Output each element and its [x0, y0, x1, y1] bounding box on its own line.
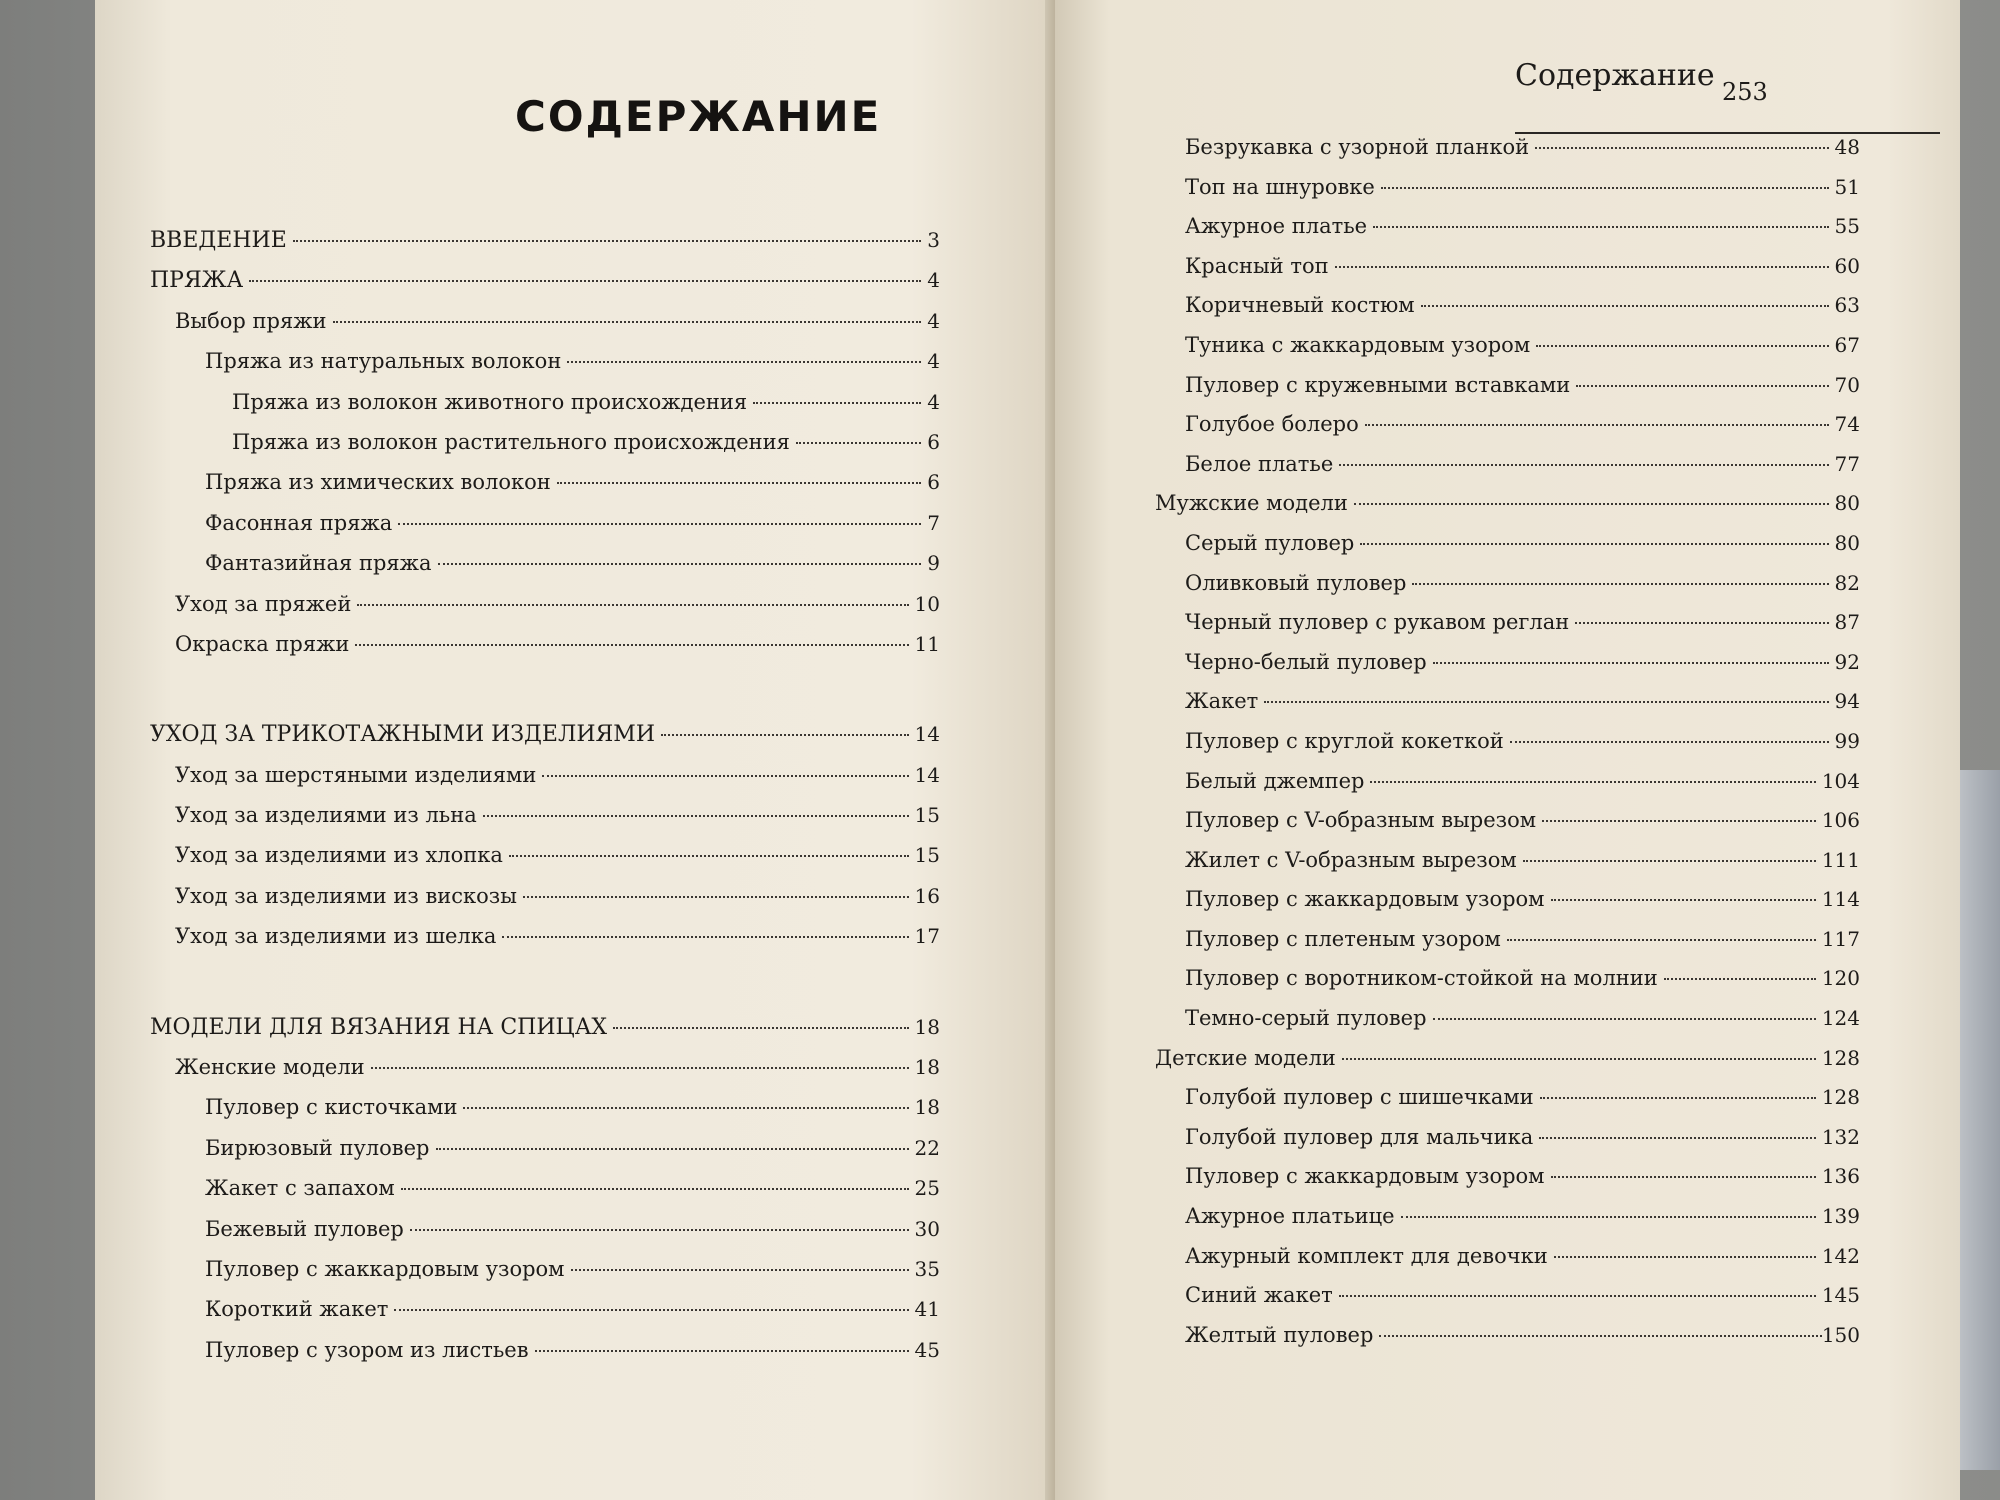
toc-leader — [661, 734, 909, 736]
toc-leader — [509, 855, 909, 857]
toc-entry-page: 136 — [1821, 1164, 1860, 1189]
toc-entry-title: Пряжа из волокон растительного происхождения — [232, 429, 790, 454]
toc-leader — [1381, 187, 1829, 189]
toc-entry-title: Белый джемпер — [1185, 768, 1365, 793]
toc-entry — [1155, 333, 1860, 373]
toc-leader — [1401, 1216, 1816, 1218]
toc-entry-page: 22 — [914, 1135, 940, 1160]
toc-leader — [542, 775, 908, 777]
toc-entry-title: Жилет с V-образным вырезом — [1185, 847, 1517, 872]
page-title: СОДЕРЖАНИЕ — [515, 92, 882, 141]
toc-entry-page: 111 — [1821, 847, 1860, 872]
toc-entry — [1155, 848, 1860, 888]
toc-entry-page: 132 — [1821, 1124, 1860, 1149]
toc-entry-page: 80 — [1834, 491, 1860, 516]
toc-entry — [150, 309, 940, 349]
toc-entry-title: Уход за изделиями из шелка — [175, 924, 497, 949]
toc-entry — [150, 268, 940, 308]
toc-entry-page: 14 — [914, 722, 940, 747]
toc-entry-page: 128 — [1821, 1045, 1860, 1070]
toc-entry-title: Фасонная пряжа — [205, 510, 393, 535]
toc-leader — [436, 1148, 909, 1150]
toc-entry-title: Мужские модели — [1155, 491, 1348, 516]
toc-leader — [401, 1188, 909, 1190]
toc-entry — [1155, 531, 1860, 571]
toc-entry-title: Туника с жаккардовым узором — [1185, 332, 1531, 357]
toc-leader — [1510, 741, 1829, 743]
toc-list-left — [150, 228, 940, 1378]
toc-leader — [1523, 860, 1816, 862]
toc-entry-page: 51 — [1834, 174, 1860, 199]
toc-entry — [150, 1055, 940, 1095]
toc-leader — [567, 361, 921, 363]
toc-entry — [1155, 650, 1860, 690]
toc-entry — [1155, 491, 1860, 531]
toc-entry — [150, 924, 940, 964]
toc-entry-page: 11 — [914, 631, 940, 656]
toc-entry — [1155, 610, 1860, 650]
toc-leader — [753, 402, 921, 404]
toc-entry-title: Бежевый пуловер — [205, 1216, 404, 1241]
toc-leader — [1554, 1256, 1816, 1258]
toc-entry-page: 63 — [1834, 293, 1860, 318]
toc-entry-page: 99 — [1834, 728, 1860, 753]
toc-entry-page: 17 — [914, 924, 940, 949]
toc-leader — [1551, 1176, 1816, 1178]
toc-leader — [371, 1067, 909, 1069]
toc-entry-title: Пуловер с круглой кокеткой — [1185, 728, 1504, 753]
toc-entry-title: Серый пуловер — [1185, 530, 1355, 555]
toc-leader — [355, 644, 908, 646]
toc-entry-title: Жакет с запахом — [205, 1176, 395, 1201]
toc-entry — [1155, 729, 1860, 769]
running-head-title: Содержание — [1515, 58, 1715, 93]
toc-entry — [150, 722, 940, 762]
toc-leader — [1540, 1097, 1816, 1099]
toc-leader — [1576, 385, 1828, 387]
toc-entry-title: Выбор пряжи — [175, 308, 327, 333]
toc-leader — [398, 523, 921, 525]
toc-leader — [1342, 1058, 1816, 1060]
toc-leader — [333, 321, 922, 323]
toc-entry-title: УХОД ЗА ТРИКОТАЖНЫМИ ИЗДЕЛИЯМИ — [150, 722, 656, 748]
toc-entry — [150, 349, 940, 389]
toc-entry — [1155, 1125, 1860, 1165]
toc-entry — [1155, 452, 1860, 492]
toc-entry-title: Пуловер с кисточками — [205, 1095, 458, 1120]
toc-entry-page: 124 — [1821, 1006, 1860, 1031]
toc-entry-title: Голубое болеро — [1185, 412, 1359, 437]
toc-entry — [1155, 887, 1860, 927]
toc-entry-title: ВВЕДЕНИЕ — [150, 228, 287, 253]
toc-leader — [1433, 1018, 1816, 1020]
toc-entry-title: Окраска пряжи — [175, 631, 350, 656]
toc-entry-title: Белое платье — [1185, 451, 1334, 476]
toc-entry-page: 30 — [914, 1216, 940, 1241]
toc-entry-page: 48 — [1834, 135, 1860, 159]
toc-leader — [1542, 820, 1816, 822]
toc-entry — [1155, 966, 1860, 1006]
toc-entry-title: Детские модели — [1155, 1045, 1336, 1070]
toc-entry-page: 35 — [914, 1256, 940, 1281]
toc-entry-title: Уход за изделиями из хлопка — [175, 843, 503, 868]
toc-entry-title: Темно-серый пуловер — [1185, 1006, 1427, 1031]
toc-entry — [150, 390, 940, 430]
toc-entry — [1155, 1244, 1860, 1284]
toc-entry — [150, 1338, 940, 1378]
toc-entry — [1155, 175, 1860, 215]
toc-entry-title: Ажурное платьице — [1185, 1204, 1395, 1229]
toc-entry — [150, 1136, 940, 1176]
toc-entry — [150, 763, 940, 803]
toc-leader — [535, 1350, 909, 1352]
toc-entry-title: Фантазийная пряжа — [205, 551, 432, 576]
toc-entry-page: 104 — [1821, 768, 1860, 793]
toc-entry-title: Пуловер с кружевными вставками — [1185, 372, 1571, 397]
toc-leader — [1354, 503, 1829, 505]
toc-entry-title: Черный пуловер с рукавом реглан — [1185, 610, 1570, 635]
toc-entry-title: Пуловер с жаккардовым узором — [205, 1256, 565, 1281]
toc-entry-title: Красный топ — [1185, 253, 1329, 278]
toc-entry-page: 14 — [914, 762, 940, 787]
toc-entry-page: 60 — [1834, 253, 1860, 278]
toc-entry-page: 4 — [927, 349, 940, 374]
toc-entry-title: Уход за шерстяными изделиями — [175, 762, 537, 787]
toc-entry — [150, 470, 940, 510]
toc-entry-title: Короткий жакет — [205, 1297, 389, 1322]
toc-entry-page: 106 — [1821, 808, 1860, 833]
toc-entry-page: 77 — [1834, 451, 1860, 476]
toc-entry-page: 117 — [1821, 926, 1860, 951]
toc-entry-title: Безрукавка с узорной планкой — [1185, 135, 1530, 159]
toc-entry — [150, 1095, 940, 1135]
toc-entry-page: 92 — [1834, 649, 1860, 674]
toc-entry-title: Пуловер с V-образным вырезом — [1185, 808, 1537, 833]
toc-entry — [1155, 689, 1860, 729]
toc-entry-title: Пуловер с жаккардовым узором — [1185, 1164, 1545, 1189]
toc-entry-title: Черно-белый пуловер — [1185, 649, 1427, 674]
toc-leader — [1539, 1137, 1816, 1139]
toc-entry-page: 18 — [914, 1055, 940, 1080]
toc-entry — [150, 1015, 940, 1055]
toc-leader — [1264, 701, 1828, 703]
toc-entry-title: Пуловер с узором из листьев — [205, 1337, 529, 1362]
toc-entry-page: 6 — [927, 429, 940, 454]
toc-entry-page: 70 — [1834, 372, 1860, 397]
toc-entry-title: Бирюзовый пуловер — [205, 1135, 430, 1160]
toc-leader — [463, 1107, 908, 1109]
toc-entry-title: Пуловер с плетеным узором — [1185, 926, 1501, 951]
toc-entry-page: 7 — [927, 510, 940, 535]
toc-entry — [150, 1217, 940, 1257]
toc-leader — [1412, 583, 1828, 585]
toc-entry — [1155, 927, 1860, 967]
toc-leader — [1536, 345, 1828, 347]
toc-entry — [1155, 769, 1860, 809]
toc-entry — [1155, 571, 1860, 611]
toc-entry-page: 4 — [927, 389, 940, 414]
toc-entry-page: 128 — [1821, 1085, 1860, 1110]
toc-entry-page: 10 — [914, 591, 940, 616]
toc-entry — [1155, 1204, 1860, 1244]
toc-leader — [796, 442, 921, 444]
toc-entry — [150, 843, 940, 883]
toc-entry-title: ПРЯЖА — [150, 268, 244, 294]
toc-entry-title: Уход за пряжей — [175, 591, 352, 616]
toc-leader — [613, 1027, 909, 1029]
toc-leader — [571, 1269, 909, 1271]
toc-entry-title: Синий жакет — [1185, 1283, 1333, 1308]
toc-entry — [150, 511, 940, 551]
toc-leader — [1360, 543, 1828, 545]
page-number: 253 — [1722, 78, 1768, 106]
toc-entry-page: 15 — [914, 843, 940, 868]
toc-entry-page: 6 — [927, 470, 940, 495]
toc-entry — [1155, 808, 1860, 848]
toc-entry-title: Голубой пуловер для мальчика — [1185, 1124, 1534, 1149]
toc-entry-page: 87 — [1834, 610, 1860, 635]
toc-leader — [1575, 622, 1828, 624]
toc-entry-page: 114 — [1821, 887, 1860, 912]
toc-entry — [150, 803, 940, 843]
toc-entry — [150, 228, 940, 268]
toc-entry-title: Пряжа из волокон животного происхождения — [232, 389, 748, 414]
toc-entry — [150, 632, 940, 672]
toc-leader — [1433, 662, 1829, 664]
toc-entry-title: Пуловер с жаккардовым узором — [1185, 887, 1545, 912]
toc-entry-title: Пуловер с воротником-стойкой на молнии — [1185, 966, 1658, 991]
toc-leader — [1339, 1295, 1816, 1297]
toc-entry-page: 4 — [927, 308, 940, 333]
toc-entry — [150, 430, 940, 470]
toc-leader — [1335, 266, 1829, 268]
toc-entry — [150, 1176, 940, 1216]
toc-entry-page: 16 — [914, 883, 940, 908]
toc-entry-page: 139 — [1821, 1204, 1860, 1229]
toc-entry-page: 74 — [1834, 412, 1860, 437]
toc-leader — [1370, 781, 1815, 783]
running-head — [1515, 58, 1940, 134]
toc-leader — [1551, 899, 1816, 901]
toc-entry — [1155, 1046, 1860, 1086]
toc-entry — [1155, 1006, 1860, 1046]
toc-entry — [1155, 1164, 1860, 1204]
toc-leader — [1507, 939, 1816, 941]
toc-entry-page: 150 — [1821, 1322, 1860, 1347]
toc-leader — [502, 936, 908, 938]
toc-entry — [150, 592, 940, 632]
toc-leader — [357, 604, 908, 606]
toc-leader — [1373, 226, 1828, 228]
toc-entry — [1155, 373, 1860, 413]
toc-entry-page: 15 — [914, 803, 940, 828]
toc-entry — [1155, 214, 1860, 254]
toc-leader — [410, 1229, 909, 1231]
toc-entry-title: МОДЕЛИ ДЛЯ ВЯЗАНИЯ НА СПИЦАХ — [150, 1014, 608, 1040]
toc-entry — [1155, 254, 1860, 294]
toc-entry-title: Жакет — [1185, 689, 1259, 714]
toc-entry-page: 142 — [1821, 1243, 1860, 1268]
toc-entry-title: Голубой пуловер с шишечками — [1185, 1085, 1534, 1110]
toc-leader — [249, 280, 921, 282]
toc-entry — [1155, 1283, 1860, 1323]
toc-entry-page: 145 — [1821, 1283, 1860, 1308]
toc-entry-page: 41 — [914, 1297, 940, 1322]
toc-entry-title: Ажурное платье — [1185, 214, 1368, 239]
toc-entry-page: 82 — [1834, 570, 1860, 595]
toc-entry — [1155, 1323, 1860, 1363]
toc-entry-title: Коричневый костюм — [1185, 293, 1415, 318]
toc-leader — [394, 1309, 908, 1311]
toc-leader — [293, 240, 921, 242]
toc-entry-page: 4 — [927, 268, 940, 293]
toc-entry — [1155, 1085, 1860, 1125]
toc-entry-page: 9 — [927, 551, 940, 576]
toc-entry-title: Уход за изделиями из вискозы — [175, 883, 517, 908]
toc-entry-page: 120 — [1821, 966, 1860, 991]
toc-list-right — [1155, 135, 1860, 1362]
toc-leader — [1664, 978, 1816, 980]
toc-entry — [150, 551, 940, 591]
toc-entry — [1155, 135, 1860, 175]
toc-leader — [523, 896, 909, 898]
toc-entry — [150, 1297, 940, 1337]
toc-entry-title: Топ на шнуровке — [1185, 174, 1375, 199]
toc-entry-page: 67 — [1834, 332, 1860, 357]
toc-entry-title: Уход за изделиями из льна — [175, 803, 477, 828]
toc-entry-page: 94 — [1834, 689, 1860, 714]
toc-leader — [1365, 424, 1829, 426]
toc-entry — [150, 1257, 940, 1297]
toc-entry-title: Пряжа из натуральных волокон — [205, 349, 562, 374]
toc-entry — [150, 884, 940, 924]
toc-entry-page: 18 — [914, 1095, 940, 1120]
toc-leader — [438, 563, 922, 565]
toc-leader — [1535, 147, 1828, 149]
toc-entry-page: 45 — [914, 1337, 940, 1362]
toc-leader — [1339, 464, 1828, 466]
toc-entry-page: 80 — [1834, 530, 1860, 555]
toc-entry-title: Ажурный комплект для девочки — [1185, 1243, 1548, 1268]
toc-entry — [1155, 293, 1860, 333]
toc-entry — [1155, 412, 1860, 452]
toc-entry-title: Женские модели — [175, 1055, 365, 1080]
toc-entry-page: 3 — [927, 228, 940, 252]
toc-entry-title: Желтый пуловер — [1185, 1322, 1374, 1347]
toc-leader — [1421, 305, 1829, 307]
toc-entry-page: 18 — [914, 1014, 940, 1039]
toc-entry-title: Оливковый пуловер — [1185, 570, 1407, 595]
toc-entry-page: 25 — [914, 1176, 940, 1201]
toc-leader — [1379, 1335, 1821, 1337]
toc-entry-title: Пряжа из химических волокон — [205, 470, 551, 495]
toc-leader — [557, 482, 922, 484]
toc-entry-page: 55 — [1834, 214, 1860, 239]
toc-leader — [483, 815, 909, 817]
